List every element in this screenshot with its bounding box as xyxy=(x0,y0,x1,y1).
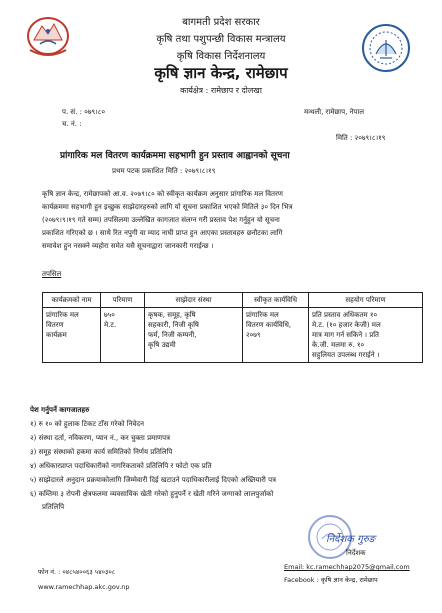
document-item-4: ४) अधिकारप्राप्त पदाधिकारीको नागरिकताको प्रतिलिपि र फोटो एक प्रति xyxy=(30,462,212,470)
cell-text: मात्र माग गर्न सकिने । प्रति xyxy=(312,331,379,339)
signature-name: निर्देशक गुरुङ xyxy=(326,534,376,545)
cell-text: मे.ट. xyxy=(104,321,117,329)
header-line-1: बागमती प्रदेश सरकार xyxy=(182,17,260,28)
cell-text: वितरण कार्यविधि, xyxy=(246,321,292,329)
cell-text: प्रति प्रस्ताव अधिकतम १० xyxy=(312,311,378,319)
documents-heading: पेश गर्नुपर्ने कागजातहरु xyxy=(30,406,90,414)
footer-facebook: Facebook : कृषि ज्ञान केन्द्र, रामेछाप xyxy=(284,576,378,584)
cell-text: फर्म, निजी कम्पनी, xyxy=(148,331,197,339)
cell-text: मे.ट. (१० हजार केजी) मल xyxy=(312,321,381,329)
header-line-2: कृषि तथा पशुपन्छी विकास मन्त्रालय xyxy=(156,34,286,45)
cell-text: २०७९ xyxy=(246,331,261,339)
cell-text: के.जी. मलमा रु. १० xyxy=(312,341,365,349)
cell-text: वितरण xyxy=(46,321,64,329)
document-item-5: ५) साझेदारले अनुदान प्रक्रयाकोलागि जिम्मेवारी दिई खटाउने पदाधिकारीलाई दिएको अख्तियारी पत्र xyxy=(30,476,276,484)
notice-date: मिति : २०७९।८।१९ xyxy=(336,134,386,142)
office-location: मन्थली, रामेछाप, नेपाल xyxy=(304,108,364,116)
document-item-2: २) संस्था दर्ता, नविकरण, प्यान नं., कर चुक्ता प्रमाणपत्र xyxy=(30,434,170,442)
footer-phone: फोन नं. : ०४८५४००६३ ५४०३०८ xyxy=(38,568,116,576)
document-item-3: ३) समूह संस्थाको हकमा कार्य समितिको निर्णय प्रतिलिपि xyxy=(30,448,173,456)
header-quantity: परिमाण xyxy=(101,293,145,308)
office-title: कृषि ज्ञान केन्द्र, रामेछाप xyxy=(154,64,288,82)
header-program-name: कार्यक्रमको नाम xyxy=(43,293,101,308)
cell-text: सहुलियत उपलब्ध गराईने । xyxy=(312,351,380,359)
program-details-table xyxy=(42,292,423,363)
letter-number: प. सं. : ०७९।८० xyxy=(62,108,106,116)
header-procedure: स्वीकृत कार्यविधि xyxy=(243,293,309,308)
tapsil-heading: तपसिल xyxy=(42,270,62,278)
document-item-6: ६) कम्तिमा ३ रोपनी क्षेत्रफलमा व्यवसायिक खेती गरेको हुनुपर्ने र खेती गरिने जग्गाको लालपुर्जाको xyxy=(30,490,274,498)
cell-text: कार्यक्रम xyxy=(46,331,67,339)
document-item-6-continued: प्रतिलिपि xyxy=(42,503,65,511)
first-published-date: प्रथम पटक प्रकाशित मिति : २०७९।८।१९ xyxy=(112,167,216,175)
cell-procedure xyxy=(243,308,309,363)
header-support: सहयोग परिमाण xyxy=(309,293,423,308)
jurisdiction: कार्यक्षेत्र : रामेछाप र दोलखा xyxy=(180,86,262,95)
dispatch-number: च. नं. : xyxy=(62,120,82,128)
footer-email: Email: kc.ramechhap2075@gmail.com xyxy=(284,563,410,571)
table-header-row xyxy=(43,293,423,308)
notice-title: प्रांगारिक मल वितरण कार्यक्रममा सहभागी हुन प्रस्ताव आह्वानको सूचना xyxy=(60,151,290,161)
cell-text: कृषि उद्यमी xyxy=(148,341,176,349)
cell-text: प्रांगारिक मल xyxy=(246,311,279,319)
cell-text: ७५० xyxy=(104,311,115,319)
footer-website: www.ramechhap.akc.gov.np xyxy=(38,583,130,591)
cell-text: प्रांगारिक मल xyxy=(46,311,79,319)
cell-quantity xyxy=(101,308,145,363)
table-row xyxy=(43,308,423,363)
document-item-1: १) रु १० को हुलाक टिकट टाँस गरेको निवेदन xyxy=(30,420,144,428)
body-line-4: प्रकाशित गरिएको छ । साथै रित नपुगी वा म्याद नाघी प्राप्त हुन आएका प्रस्तावहरु छनौटका लागि xyxy=(42,229,283,237)
cell-program xyxy=(43,308,101,363)
signature-title: निर्देशक xyxy=(346,549,366,557)
header-partner: साझेदार संस्था xyxy=(145,293,243,308)
cell-partner xyxy=(145,308,243,363)
header-line-3: कृषि विकास निर्देशनालय xyxy=(176,51,266,62)
body-line-2: कार्यक्रममा सहभागी हुन इच्छुक साझेदारहरुको लागि यो सूचना प्रकाशित भएको मितिले ३० दिन भित्र xyxy=(42,203,293,211)
cell-text: सहकारी, निजी कृषि xyxy=(148,321,199,329)
body-line-3: (२०७९।९।१९ गते सम्म) तपसिलमा उल्लेखित कागजात संलग्न गरी प्रस्ताव पेश गर्नुहुन यो सूचना xyxy=(42,216,280,224)
cell-text: कृषक, समूह, कृषि xyxy=(148,311,196,319)
body-line-1: कृषि ज्ञान केन्द्र, रामेछापको आ.व. २०७९।८० को स्वीकृत कार्यक्रम अनुसार प्रांगारिक मल वितरण xyxy=(42,190,283,198)
body-line-5: समावेश हुन नसक्ने व्यहोरा समेत यसै सूचनाद्वारा जानकारी गराईन्छ । xyxy=(42,242,214,250)
cell-support xyxy=(309,308,423,363)
